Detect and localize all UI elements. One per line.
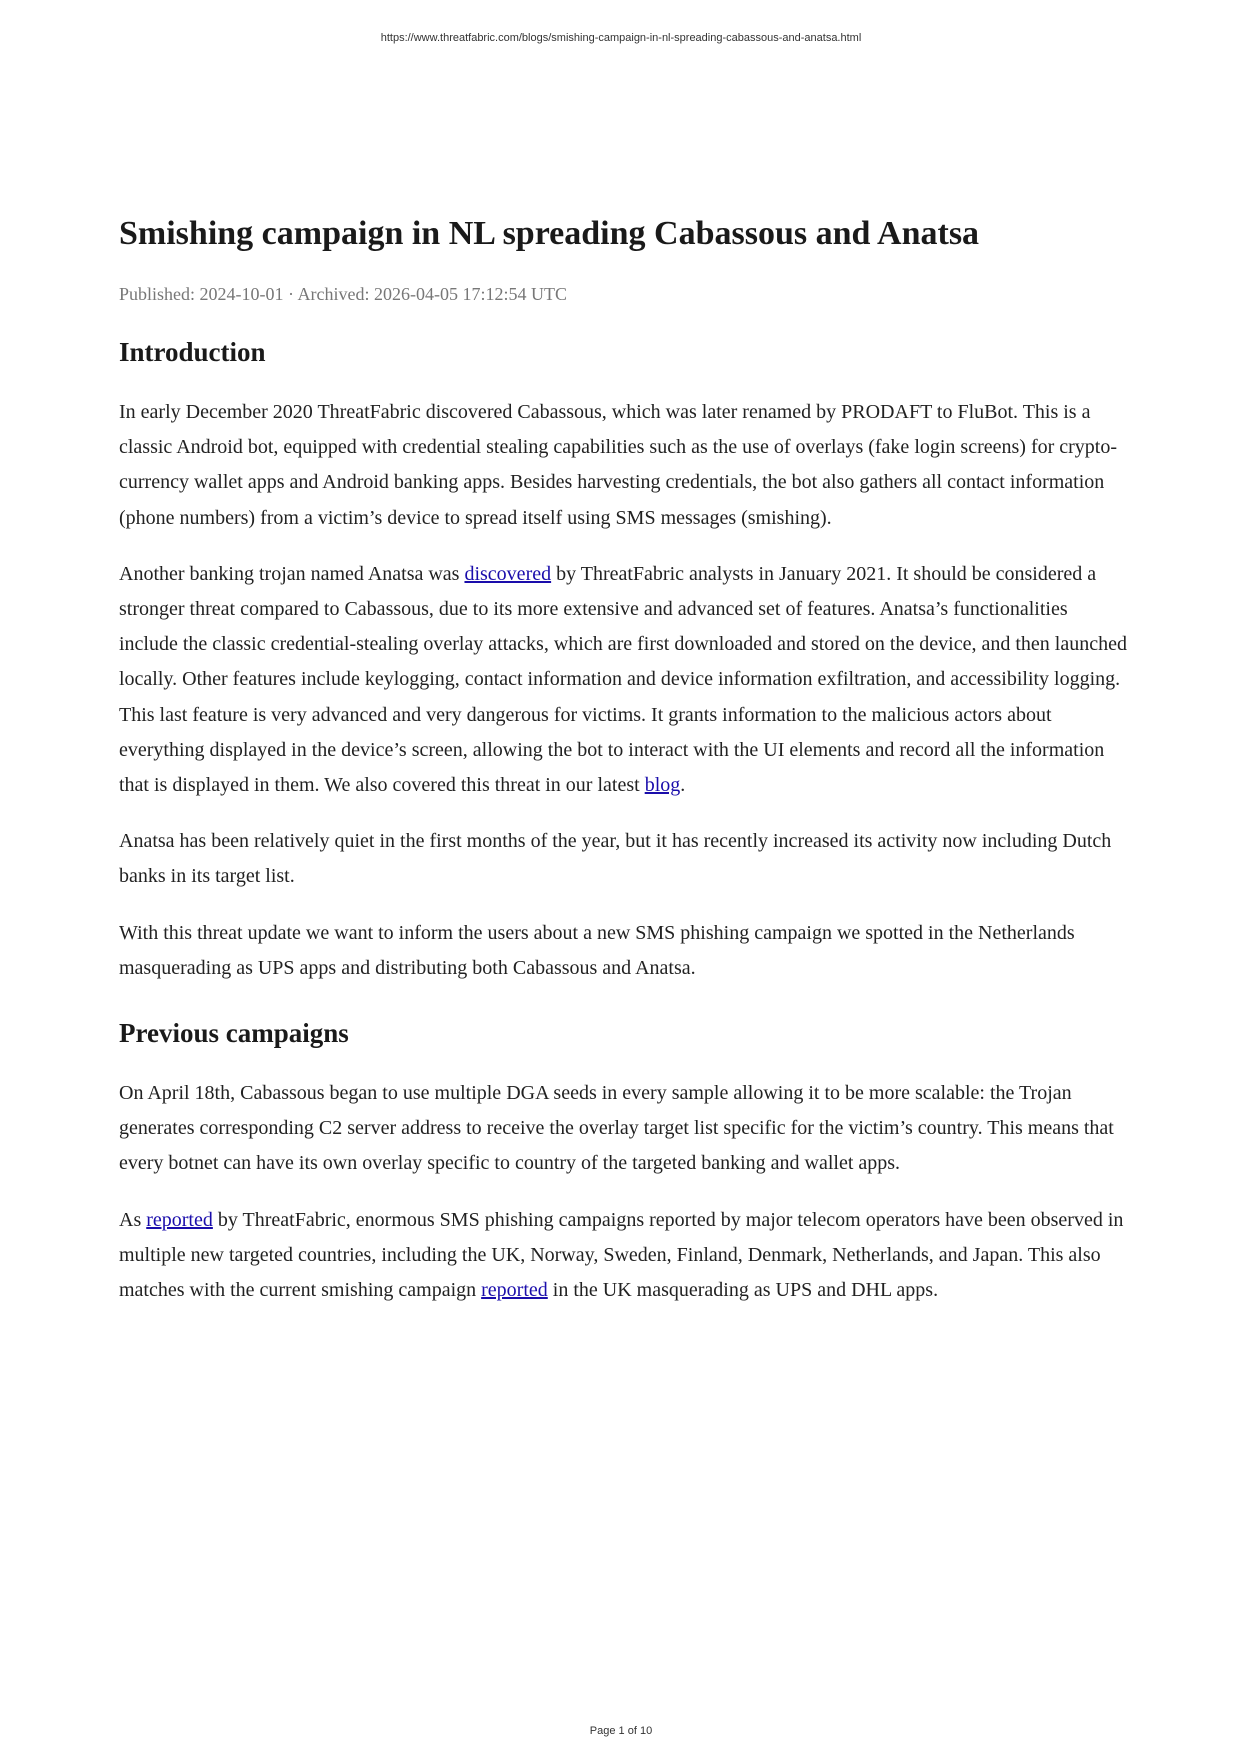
page-number: Page 1 of 10	[589, 1725, 653, 1737]
paragraph-text: by ThreatFabric, enormous SMS phishing campaigns reported by major telecom operators have been observed in multiple new targeted countries, including the UK, Norway, Sweden, Finland, Denmark, Netherlands, and Japan. This also matches with the current smishing campaign	[119, 1208, 1124, 1302]
section-introduction	[119, 335, 1129, 986]
paragraph-text: by ThreatFabric analysts in January 2021. It should be considered a stronger threat compared to Cabassous, due to its more extensive and advanced set of features. Anatsa’s functionalities include the classic credential-stealing overlay attacks, which are first downloaded and stored on the device, and then launched locally. Other features include keylogging, contact information and device information exfiltration, and accessibility logging. This last feature is very advanced and very dangerous for victims. It grants information to the malicious actors about everything displayed in the device’s screen, allowing the bot to interact with the UI elements and record all the information that is displayed in them. We also covered this threat in our latest	[119, 562, 1127, 797]
paragraph: On April 18th, Cabassous began to use multiple DGA seeds in every sample allowing it to be more scalable: the Trojan generates corresponding C2 server address to receive the overlay target list specific for the victim’s country. This means that every botnet can have its own overlay specific to country of the targeted banking and wallet apps.	[119, 1082, 1114, 1175]
paragraph-text: .	[680, 774, 686, 797]
print-header-url: https://www.threatfabric.com/blogs/smishing-campaign-in-nl-spreading-cabassous-and-anatsa.html	[380, 32, 862, 44]
section-heading-previous-campaigns: Previous campaigns	[119, 1018, 349, 1049]
paragraph	[119, 1203, 1129, 1309]
paragraph: Anatsa has been relatively quiet in the first months of the year, but it has recently increased its activity now including Dutch banks in its target list.	[119, 830, 1112, 888]
page-title: Smishing campaign in NL spreading Cabassous and Anatsa	[119, 215, 980, 252]
paragraph-text: As	[119, 1208, 147, 1231]
paragraph: With this threat update we want to inform the users about a new SMS phishing campaign we spotted in the Netherlands masquerading as UPS apps and distributing both Cabassous and Anatsa.	[119, 921, 1075, 979]
section-previous-campaigns	[119, 1016, 1129, 1308]
paragraph-text: in the UK masquerading as UPS and DHL apps.	[547, 1279, 939, 1302]
blog-link[interactable]: blog	[644, 774, 681, 797]
article	[119, 212, 1129, 1308]
publish-meta: Published: 2024-10-01 · Archived: 2026-04-05 17:12:54 UTC	[119, 284, 567, 304]
section-heading-introduction: Introduction	[119, 337, 266, 367]
paragraph-text: Another banking trojan named Anatsa was	[119, 562, 465, 585]
reported-link-threatfabric[interactable]: reported	[146, 1208, 213, 1231]
reported-link-uk-campaign[interactable]: reported	[481, 1279, 548, 1302]
discovered-link[interactable]: discovered	[464, 562, 552, 585]
paragraph	[119, 557, 1129, 803]
paragraph: In early December 2020 ThreatFabric discovered Cabassous, which was later renamed by PRODAFT to FluBot. This is a classic Android bot, equipped with credential stealing capabilities such as the use of overlays (fake login screens) for crypto-currency wallet apps and Android banking apps. Besides harvesting credentials, the bot also gathers all contact information (phone numbers) from a victim’s device to spread itself using SMS messages (smishing).	[119, 401, 1118, 529]
